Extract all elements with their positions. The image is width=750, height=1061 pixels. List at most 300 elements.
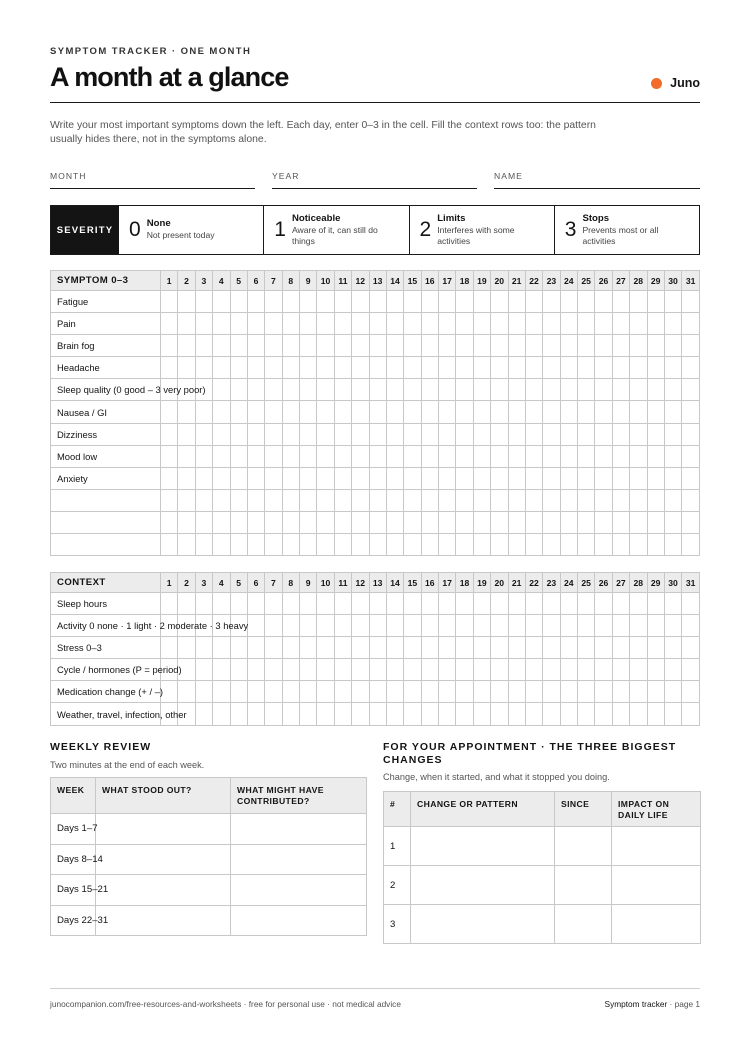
day-cell[interactable] xyxy=(317,401,334,423)
contributed-cell[interactable] xyxy=(231,814,367,845)
day-cell[interactable] xyxy=(265,593,282,615)
day-cell[interactable] xyxy=(647,335,664,357)
day-cell[interactable] xyxy=(508,357,525,379)
day-cell[interactable] xyxy=(300,659,317,681)
day-cell[interactable] xyxy=(230,423,247,445)
day-cell[interactable] xyxy=(369,534,386,556)
day-cell[interactable] xyxy=(664,511,681,533)
day-cell[interactable] xyxy=(682,379,700,401)
day-cell[interactable] xyxy=(352,593,369,615)
day-cell[interactable] xyxy=(682,467,700,489)
day-cell[interactable] xyxy=(230,489,247,511)
day-cell[interactable] xyxy=(456,313,473,335)
day-cell[interactable] xyxy=(491,534,508,556)
day-cell[interactable] xyxy=(525,357,542,379)
day-cell[interactable] xyxy=(543,659,560,681)
day-cell[interactable] xyxy=(352,511,369,533)
day-cell[interactable] xyxy=(404,703,421,725)
day-cell[interactable] xyxy=(578,703,595,725)
day-cell[interactable] xyxy=(282,313,299,335)
day-cell[interactable] xyxy=(300,423,317,445)
day-cell[interactable] xyxy=(282,357,299,379)
day-cell[interactable] xyxy=(595,681,612,703)
day-cell[interactable] xyxy=(456,445,473,467)
day-cell[interactable] xyxy=(647,534,664,556)
day-cell[interactable] xyxy=(386,423,403,445)
row-label[interactable] xyxy=(51,511,161,533)
day-cell[interactable] xyxy=(491,291,508,313)
day-cell[interactable] xyxy=(664,401,681,423)
day-cell[interactable] xyxy=(578,659,595,681)
day-cell[interactable] xyxy=(439,489,456,511)
day-cell[interactable] xyxy=(265,357,282,379)
day-cell[interactable] xyxy=(491,313,508,335)
day-cell[interactable] xyxy=(456,335,473,357)
day-cell[interactable] xyxy=(525,615,542,637)
day-cell[interactable] xyxy=(334,379,351,401)
day-cell[interactable] xyxy=(265,291,282,313)
day-cell[interactable] xyxy=(300,534,317,556)
stood-out-cell[interactable] xyxy=(96,814,231,845)
day-cell[interactable] xyxy=(369,445,386,467)
day-cell[interactable] xyxy=(543,593,560,615)
day-cell[interactable] xyxy=(404,511,421,533)
day-cell[interactable] xyxy=(491,379,508,401)
day-cell[interactable] xyxy=(578,313,595,335)
day-cell[interactable] xyxy=(230,335,247,357)
day-cell[interactable] xyxy=(230,511,247,533)
day-cell[interactable] xyxy=(369,313,386,335)
day-cell[interactable] xyxy=(265,423,282,445)
day-cell[interactable] xyxy=(439,467,456,489)
day-cell[interactable] xyxy=(282,335,299,357)
day-cell[interactable] xyxy=(161,291,178,313)
day-cell[interactable] xyxy=(682,681,700,703)
day-cell[interactable] xyxy=(230,703,247,725)
day-cell[interactable] xyxy=(352,335,369,357)
day-cell[interactable] xyxy=(178,467,195,489)
day-cell[interactable] xyxy=(386,445,403,467)
day-cell[interactable] xyxy=(300,313,317,335)
day-cell[interactable] xyxy=(439,313,456,335)
day-cell[interactable] xyxy=(247,445,264,467)
day-cell[interactable] xyxy=(334,313,351,335)
day-cell[interactable] xyxy=(369,291,386,313)
day-cell[interactable] xyxy=(578,423,595,445)
day-cell[interactable] xyxy=(213,357,230,379)
day-cell[interactable] xyxy=(560,593,577,615)
day-cell[interactable] xyxy=(682,423,700,445)
day-cell[interactable] xyxy=(612,423,629,445)
day-cell[interactable] xyxy=(664,534,681,556)
day-cell[interactable] xyxy=(647,637,664,659)
day-cell[interactable] xyxy=(178,313,195,335)
day-cell[interactable] xyxy=(612,681,629,703)
day-cell[interactable] xyxy=(195,593,212,615)
day-cell[interactable] xyxy=(386,489,403,511)
day-cell[interactable] xyxy=(508,534,525,556)
day-cell[interactable] xyxy=(352,534,369,556)
day-cell[interactable] xyxy=(508,681,525,703)
day-cell[interactable] xyxy=(317,511,334,533)
day-cell[interactable] xyxy=(664,357,681,379)
day-cell[interactable] xyxy=(178,489,195,511)
day-cell[interactable] xyxy=(508,637,525,659)
day-cell[interactable] xyxy=(439,703,456,725)
day-cell[interactable] xyxy=(265,401,282,423)
day-cell[interactable] xyxy=(421,615,438,637)
day-cell[interactable] xyxy=(560,534,577,556)
day-cell[interactable] xyxy=(682,445,700,467)
day-cell[interactable] xyxy=(612,335,629,357)
day-cell[interactable] xyxy=(300,335,317,357)
day-cell[interactable] xyxy=(508,401,525,423)
day-cell[interactable] xyxy=(195,637,212,659)
day-cell[interactable] xyxy=(473,313,490,335)
day-cell[interactable] xyxy=(421,467,438,489)
day-cell[interactable] xyxy=(630,615,647,637)
day-cell[interactable] xyxy=(352,659,369,681)
day-cell[interactable] xyxy=(491,511,508,533)
day-cell[interactable] xyxy=(247,637,264,659)
day-cell[interactable] xyxy=(178,357,195,379)
day-cell[interactable] xyxy=(439,423,456,445)
day-cell[interactable] xyxy=(595,313,612,335)
day-cell[interactable] xyxy=(647,593,664,615)
day-cell[interactable] xyxy=(508,313,525,335)
day-cell[interactable] xyxy=(247,681,264,703)
day-cell[interactable] xyxy=(161,423,178,445)
day-cell[interactable] xyxy=(473,511,490,533)
day-cell[interactable] xyxy=(213,291,230,313)
day-cell[interactable] xyxy=(508,467,525,489)
day-cell[interactable] xyxy=(282,423,299,445)
day-cell[interactable] xyxy=(334,423,351,445)
day-cell[interactable] xyxy=(369,401,386,423)
day-cell[interactable] xyxy=(317,637,334,659)
day-cell[interactable] xyxy=(439,379,456,401)
day-cell[interactable] xyxy=(369,489,386,511)
day-cell[interactable] xyxy=(473,401,490,423)
day-cell[interactable] xyxy=(630,445,647,467)
day-cell[interactable] xyxy=(525,659,542,681)
day-cell[interactable] xyxy=(317,615,334,637)
day-cell[interactable] xyxy=(543,637,560,659)
day-cell[interactable] xyxy=(578,511,595,533)
day-cell[interactable] xyxy=(282,615,299,637)
day-cell[interactable] xyxy=(439,357,456,379)
day-cell[interactable] xyxy=(439,291,456,313)
day-cell[interactable] xyxy=(682,593,700,615)
day-cell[interactable] xyxy=(369,423,386,445)
day-cell[interactable] xyxy=(369,615,386,637)
day-cell[interactable] xyxy=(682,291,700,313)
day-cell[interactable] xyxy=(213,659,230,681)
day-cell[interactable] xyxy=(300,291,317,313)
day-cell[interactable] xyxy=(508,489,525,511)
day-cell[interactable] xyxy=(560,615,577,637)
day-cell[interactable] xyxy=(195,681,212,703)
day-cell[interactable] xyxy=(630,423,647,445)
day-cell[interactable] xyxy=(300,357,317,379)
day-cell[interactable] xyxy=(334,357,351,379)
day-cell[interactable] xyxy=(578,291,595,313)
day-cell[interactable] xyxy=(612,489,629,511)
day-cell[interactable] xyxy=(369,637,386,659)
day-cell[interactable] xyxy=(491,681,508,703)
day-cell[interactable] xyxy=(386,593,403,615)
day-cell[interactable] xyxy=(195,534,212,556)
day-cell[interactable] xyxy=(265,534,282,556)
day-cell[interactable] xyxy=(213,423,230,445)
day-cell[interactable] xyxy=(369,703,386,725)
day-cell[interactable] xyxy=(647,313,664,335)
day-cell[interactable] xyxy=(352,703,369,725)
day-cell[interactable] xyxy=(560,489,577,511)
day-cell[interactable] xyxy=(664,313,681,335)
day-cell[interactable] xyxy=(525,401,542,423)
day-cell[interactable] xyxy=(508,291,525,313)
day-cell[interactable] xyxy=(456,637,473,659)
impact-cell[interactable] xyxy=(612,905,701,944)
day-cell[interactable] xyxy=(630,379,647,401)
stood-out-cell[interactable] xyxy=(96,844,231,875)
day-cell[interactable] xyxy=(682,659,700,681)
day-cell[interactable] xyxy=(630,659,647,681)
day-cell[interactable] xyxy=(612,467,629,489)
day-cell[interactable] xyxy=(213,467,230,489)
day-cell[interactable] xyxy=(612,357,629,379)
day-cell[interactable] xyxy=(386,467,403,489)
day-cell[interactable] xyxy=(386,401,403,423)
day-cell[interactable] xyxy=(386,313,403,335)
day-cell[interactable] xyxy=(282,703,299,725)
day-cell[interactable] xyxy=(543,357,560,379)
day-cell[interactable] xyxy=(473,659,490,681)
day-cell[interactable] xyxy=(525,445,542,467)
day-cell[interactable] xyxy=(265,703,282,725)
day-cell[interactable] xyxy=(491,703,508,725)
day-cell[interactable] xyxy=(352,423,369,445)
day-cell[interactable] xyxy=(647,401,664,423)
day-cell[interactable] xyxy=(230,681,247,703)
day-cell[interactable] xyxy=(473,467,490,489)
day-cell[interactable] xyxy=(334,659,351,681)
month-field[interactable] xyxy=(50,171,255,189)
day-cell[interactable] xyxy=(595,357,612,379)
day-cell[interactable] xyxy=(682,615,700,637)
day-cell[interactable] xyxy=(439,401,456,423)
day-cell[interactable] xyxy=(612,313,629,335)
day-cell[interactable] xyxy=(300,379,317,401)
day-cell[interactable] xyxy=(317,357,334,379)
day-cell[interactable] xyxy=(525,637,542,659)
day-cell[interactable] xyxy=(317,379,334,401)
day-cell[interactable] xyxy=(647,467,664,489)
contributed-cell[interactable] xyxy=(231,844,367,875)
day-cell[interactable] xyxy=(647,615,664,637)
day-cell[interactable] xyxy=(473,637,490,659)
day-cell[interactable] xyxy=(161,335,178,357)
day-cell[interactable] xyxy=(630,467,647,489)
day-cell[interactable] xyxy=(456,659,473,681)
day-cell[interactable] xyxy=(386,659,403,681)
day-cell[interactable] xyxy=(213,637,230,659)
day-cell[interactable] xyxy=(178,637,195,659)
day-cell[interactable] xyxy=(630,511,647,533)
impact-cell[interactable] xyxy=(612,827,701,866)
day-cell[interactable] xyxy=(647,423,664,445)
day-cell[interactable] xyxy=(525,379,542,401)
day-cell[interactable] xyxy=(317,489,334,511)
day-cell[interactable] xyxy=(560,379,577,401)
day-cell[interactable] xyxy=(456,291,473,313)
day-cell[interactable] xyxy=(195,467,212,489)
day-cell[interactable] xyxy=(612,593,629,615)
day-cell[interactable] xyxy=(230,593,247,615)
day-cell[interactable] xyxy=(334,489,351,511)
day-cell[interactable] xyxy=(161,313,178,335)
day-cell[interactable] xyxy=(491,335,508,357)
day-cell[interactable] xyxy=(247,593,264,615)
day-cell[interactable] xyxy=(317,445,334,467)
day-cell[interactable] xyxy=(334,511,351,533)
day-cell[interactable] xyxy=(265,313,282,335)
day-cell[interactable] xyxy=(421,511,438,533)
day-cell[interactable] xyxy=(265,511,282,533)
day-cell[interactable] xyxy=(439,659,456,681)
day-cell[interactable] xyxy=(525,313,542,335)
day-cell[interactable] xyxy=(334,467,351,489)
day-cell[interactable] xyxy=(195,401,212,423)
day-cell[interactable] xyxy=(473,681,490,703)
day-cell[interactable] xyxy=(265,467,282,489)
day-cell[interactable] xyxy=(543,313,560,335)
day-cell[interactable] xyxy=(334,335,351,357)
day-cell[interactable] xyxy=(439,637,456,659)
day-cell[interactable] xyxy=(421,593,438,615)
day-cell[interactable] xyxy=(317,467,334,489)
day-cell[interactable] xyxy=(560,423,577,445)
day-cell[interactable] xyxy=(230,534,247,556)
day-cell[interactable] xyxy=(247,357,264,379)
day-cell[interactable] xyxy=(578,681,595,703)
day-cell[interactable] xyxy=(404,401,421,423)
day-cell[interactable] xyxy=(664,335,681,357)
day-cell[interactable] xyxy=(352,489,369,511)
day-cell[interactable] xyxy=(682,401,700,423)
day-cell[interactable] xyxy=(317,423,334,445)
day-cell[interactable] xyxy=(317,681,334,703)
day-cell[interactable] xyxy=(282,534,299,556)
day-cell[interactable] xyxy=(352,313,369,335)
day-cell[interactable] xyxy=(334,637,351,659)
day-cell[interactable] xyxy=(630,489,647,511)
day-cell[interactable] xyxy=(647,511,664,533)
day-cell[interactable] xyxy=(508,615,525,637)
day-cell[interactable] xyxy=(543,681,560,703)
day-cell[interactable] xyxy=(595,423,612,445)
day-cell[interactable] xyxy=(161,467,178,489)
day-cell[interactable] xyxy=(491,615,508,637)
day-cell[interactable] xyxy=(386,681,403,703)
day-cell[interactable] xyxy=(386,291,403,313)
since-cell[interactable] xyxy=(555,905,612,944)
day-cell[interactable] xyxy=(230,357,247,379)
day-cell[interactable] xyxy=(560,637,577,659)
day-cell[interactable] xyxy=(456,379,473,401)
day-cell[interactable] xyxy=(560,703,577,725)
day-cell[interactable] xyxy=(265,681,282,703)
day-cell[interactable] xyxy=(543,489,560,511)
day-cell[interactable] xyxy=(282,681,299,703)
day-cell[interactable] xyxy=(265,615,282,637)
day-cell[interactable] xyxy=(386,703,403,725)
day-cell[interactable] xyxy=(386,335,403,357)
day-cell[interactable] xyxy=(560,681,577,703)
day-cell[interactable] xyxy=(456,357,473,379)
day-cell[interactable] xyxy=(578,637,595,659)
day-cell[interactable] xyxy=(630,593,647,615)
day-cell[interactable] xyxy=(508,593,525,615)
day-cell[interactable] xyxy=(404,379,421,401)
day-cell[interactable] xyxy=(334,681,351,703)
day-cell[interactable] xyxy=(647,681,664,703)
day-cell[interactable] xyxy=(543,445,560,467)
day-cell[interactable] xyxy=(595,489,612,511)
day-cell[interactable] xyxy=(265,637,282,659)
day-cell[interactable] xyxy=(682,313,700,335)
day-cell[interactable] xyxy=(508,703,525,725)
day-cell[interactable] xyxy=(282,637,299,659)
day-cell[interactable] xyxy=(386,615,403,637)
day-cell[interactable] xyxy=(282,379,299,401)
day-cell[interactable] xyxy=(664,489,681,511)
day-cell[interactable] xyxy=(456,467,473,489)
day-cell[interactable] xyxy=(473,335,490,357)
day-cell[interactable] xyxy=(525,335,542,357)
day-cell[interactable] xyxy=(300,467,317,489)
day-cell[interactable] xyxy=(386,357,403,379)
stood-out-cell[interactable] xyxy=(96,905,231,936)
day-cell[interactable] xyxy=(213,401,230,423)
day-cell[interactable] xyxy=(161,401,178,423)
day-cell[interactable] xyxy=(439,534,456,556)
day-cell[interactable] xyxy=(595,659,612,681)
day-cell[interactable] xyxy=(508,659,525,681)
day-cell[interactable] xyxy=(247,467,264,489)
day-cell[interactable] xyxy=(525,423,542,445)
day-cell[interactable] xyxy=(247,703,264,725)
day-cell[interactable] xyxy=(560,445,577,467)
day-cell[interactable] xyxy=(595,467,612,489)
day-cell[interactable] xyxy=(664,637,681,659)
day-cell[interactable] xyxy=(195,489,212,511)
day-cell[interactable] xyxy=(421,445,438,467)
day-cell[interactable] xyxy=(317,703,334,725)
day-cell[interactable] xyxy=(195,659,212,681)
day-cell[interactable] xyxy=(630,335,647,357)
day-cell[interactable] xyxy=(230,379,247,401)
day-cell[interactable] xyxy=(612,291,629,313)
day-cell[interactable] xyxy=(682,534,700,556)
day-cell[interactable] xyxy=(352,615,369,637)
day-cell[interactable] xyxy=(612,615,629,637)
day-cell[interactable] xyxy=(352,467,369,489)
day-cell[interactable] xyxy=(543,379,560,401)
day-cell[interactable] xyxy=(195,291,212,313)
day-cell[interactable] xyxy=(578,489,595,511)
